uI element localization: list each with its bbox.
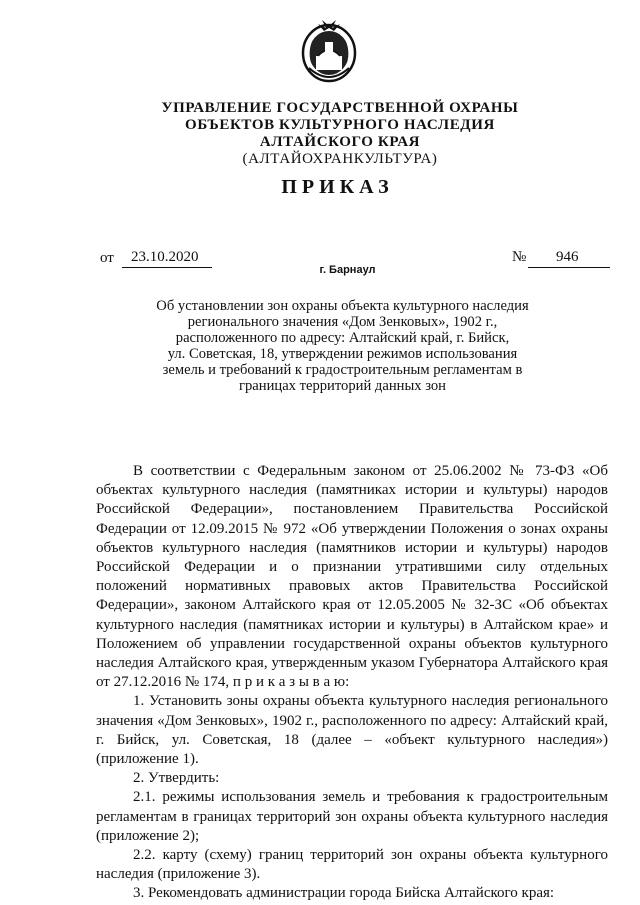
clause-2-2-paragraph: 2.2. карту (схему) границ территорий зон охраны объекта культурного наследия (приложение 3). xyxy=(96,847,608,883)
order-subject xyxy=(110,298,575,394)
order-number: 946 xyxy=(556,249,579,265)
agency-name-line-1: УПРАВЛЕНИЕ ГОСУДАРСТВЕННОЙ ОХРАНЫ xyxy=(161,100,519,116)
agency-short-name: (АЛТАЙОХРАНКУЛЬТУРА) xyxy=(242,151,438,167)
subject-line: Об установлении зон охраны объекта культурного наследия xyxy=(156,298,529,314)
clause-2-1-paragraph: 2.1. режимы использования земель и требования к градостроительным регламентам в границах территорий зон охраны объекта культурного наследия (приложение 2); xyxy=(96,789,608,844)
clause-2-paragraph: 2. Утвердить: xyxy=(133,770,220,787)
number-prefix: № xyxy=(512,249,527,265)
agency-name-line-2: ОБЪЕКТОВ КУЛЬТУРНОГО НАСЛЕДИЯ xyxy=(185,117,495,133)
city-name: г. Барнаул xyxy=(319,264,376,276)
subject-line: земель и требований к градостроительным регламентам в xyxy=(162,362,523,378)
subject-line: регионального значения «Дом Зенковых», 1902 г., xyxy=(187,314,498,330)
preamble-paragraph: В соответствии с Федеральным законом от 25.06.2002 № 73-ФЗ «Об объектах культурного наследия (памятниках истории и культуры) народов Российской Федерации», постановлением Правительства Российской Федерации от 12.09.2015 № 972 «Об утверждении Положения о зонах охраны объектов культурного наследия (памятников истории и культуры) народов Российской Федерации и о признании утратившими силу отдельных положений нормативных правовых актов Правительства Российской Федерации», законом Алтайского края от 12.05.2005 № 32-ЗС «Об объектах культурного наследия (памятниках истории и культуры) в Алтайском крае» и Положением об управлении государственной охраны объектов культурного наследия Алтайского края, утвержденным указом Губернатора Алтайского края от 27.12.2016 № 174, п р и к а з ы в а ю: xyxy=(96,463,608,691)
document-title: ПРИКАЗ xyxy=(281,176,394,198)
coat-of-arms-emblem xyxy=(298,18,360,84)
date-prefix: от xyxy=(100,250,114,266)
subject-line: расположенного по адресу: Алтайский край, г. Бийск, xyxy=(175,330,510,346)
subject-line: границах территорий данных зон xyxy=(239,378,446,394)
clause-1-paragraph: 1. Установить зоны охраны объекта культурного наследия регионального значения «Дом Зенковых», 1902 г., расположенного по адресу: Алтайский край, г. Бийск, ул. Советская, 18 (далее – «объект культурного наследия») (приложение 1). xyxy=(96,693,608,768)
order-body xyxy=(96,462,608,904)
subject-line: ул. Советская, 18, утверждении режимов использования xyxy=(167,346,518,362)
agency-name-line-3: АЛТАЙСКОГО КРАЯ xyxy=(259,134,421,150)
order-date: 23.10.2020 xyxy=(131,249,199,265)
clause-3-paragraph: 3. Рекомендовать администрации города Бийска Алтайского края: xyxy=(133,885,555,902)
